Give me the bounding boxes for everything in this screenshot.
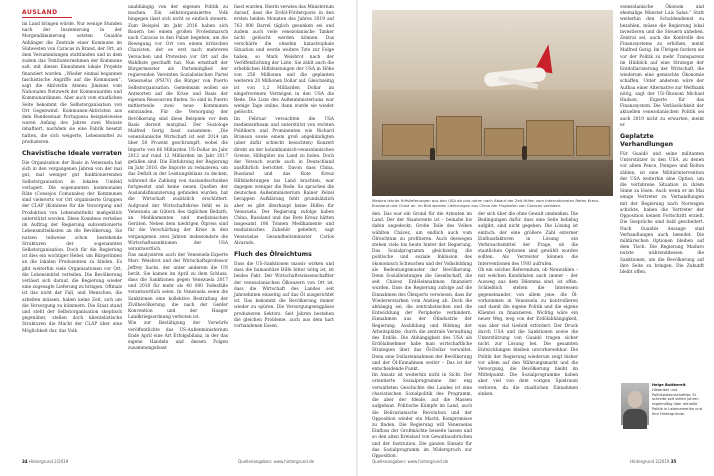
- portrait-body: [623, 409, 647, 429]
- paragraph: Im Februar versuchten die USA medienwirksam und unterstützt von rechten Politikern und Prominenten wie Richard Branson sowie einem groß angekündigten (aber dafür schlecht besuchten) Konzert direkt an der kolumbianisch-venezolanischen Grenze, Hilfsgüter ins Land zu holen. Doch der Versuch wurde auch in Deutschland ausführlich berichtet. Davon dass China, Russland und das Rote Kreuz Hilfslieferungen ins Land brachten, war dagegen weniger die Rede. So sprachen die deutschen Außenministerium Rainer Pelzel berappen Aufklärung fehlt grundsätzlich aber es gibt überhaupt keine Hilfen für Venezuela. Der Regierung zufolge haben China, Russland und das Rote Kreuz hätten insgesamt 106 Tonnen Medikamente und medizinisches Zubehör geliefert, sagt Venezuelas Gesundheitsminister Carlos Alvarado.: [234, 116, 334, 246]
- right-column-3: [620, 5, 704, 377]
- paragraph: der sich über die ohne Gewalt umdenken. Die Bedingungen dafür, dass eine Seite beliebig aufgibt, sind nicht gegeben. Die Lösung ist einfach: der eine größere Zahl externer Einflussfaktoren in Lösung ein Verbrauchsmittel der Frage, ob die staatlichen Optionen sind gewählt worden sollten. Als Verreister können die Interventionen des UNO aufrufen.: [478, 212, 578, 267]
- author-portrait: [621, 383, 649, 425]
- left-page: [0, 0, 356, 476]
- left-column-2: [128, 5, 228, 452]
- portrait-head: [628, 391, 642, 408]
- issue-label: Hintergrund 2/2019: [28, 459, 69, 464]
- source-link[interactable]: Quellenangaben: www.hintergrund.de: [238, 459, 315, 464]
- section-rule: [22, 17, 72, 18]
- page-number: 35: [670, 459, 677, 464]
- issue-label: Hintergrund 2/2019: [630, 459, 670, 464]
- section-label: AUSLAND: [22, 9, 58, 16]
- right-column-1: [372, 212, 472, 459]
- paragraph: den. Das war ein Grund für die Armuten im Land. Der der Staatsrente ist – beinahe bis dahin ungedeckt: Große Teile des Volkes wählten Chávez, um endlich auch vom Ölreichtum zu profitieren. Auch deswegen stehen viele bis heute hinter der Regierung. Das Sozialprogramm gleichzeitig die politische und soziale Inklusion des ökonomisch Schwachen und der Volksbildung als Bedeutungsmuster der Bevölkerung. Denn Sozialleistungen die Gesellschaft, die seit Chávez Erdöleinnahmen finanziert wurden. Dass die Regierung zufolge auf die Einnahmen des Ölexports verwiesen, dass ihr Wiedererstarken vom Anstieg ab. Doch die abhängig sei, die zentralistischen und die Entwicklung der Peripherie verhindern. Einnahmen aus der Ölindustrie der Regierung. Ausbildung und Bildung der Arbeitsplätze, durch die zentrale Verwaltung des Erdöls. Die Abhängigkeit des USA als Erdölabnehmer habe man wirtschaftliche Strategien über das Öl-Dollar verwaltet. Denn eine Dollareinnahmen der Bevölkerung und der Öl-Einnahmen weiter – Das ist der entscheidende Punkt.: [372, 212, 472, 373]
- left-column-3: [234, 5, 334, 452]
- subheading: Fluch des Ölreichtums: [234, 250, 312, 258]
- author-bio-text: Historiker und Politikwissenschaftler. Er schreibt seit vielen Jahren regelmäßig über aktuelle Politik in Lateinamerika und ihre Hintergründe.: [652, 387, 702, 416]
- left-footer: [22, 459, 68, 464]
- paragraph: Im Ansatz ist weiterhin nicht in Sicht. Der orientierte Sozialprogramme der eng verwalteten Geschichte des Landes ist eine chavistischen Sozialpolitik des Programm, die aber der Ideale, auf die Massen aufgebaut. Politische Kämpfe im Land, auch die Bolivarianische Revolution und der Opposition wieder ein Macht, Kompromisse zu finden. Die Regierung will Venezuelas Einfluss der Großmächte beiseite lassen und so den alten Kreislauf von Gewaltausbrüchen und der Institution. Die ganzen Einsatz für das Sozialprogramm im Widerspruch zur Opposition.: [372, 373, 472, 459]
- paragraph: unabhängig von der eigenen Politik zu machen. Ein selbstorganisiertes Volk hingegen lässt sich nicht so einfach steuern. Zum Beispiel im Jahr 2016 haben sich Bauern bei einem großen Protestmarsch nach Caracas in den Palast begeben, um die Bewegung vor Ort von einem kritischen Chavisten, der es erst nach mehreren Versuchen und Protesten vor Ort auf die Wahlliste geschafft hat. Nun ernsthaft der Bürgermeister als Parteimitglied der regierenden Vereinten Sozialistischen Partei Venezuelas (PSUV) die Bürger von Puerto Selbstorganisation. Gemeinsam wollen sie Antworten auf die Krise und Basis der eigenen Ressourcen finden. So sind in Puerto mittlerweile zwei neue Kommunen entstanden. Für die Versorgung der Bevölkerung sind diese Beispiele vor dem Basis derzeit marginal. Der Soziologe Malfred Gerig fasst zusammen: „Die venezolanische Wirtschaft ist seit 2014 um über 50 Prozent geschrumpft, wobei die Importe von 66 Milliarden US-Dollar im Jahr 2012 auf rund 12 Milliarden im Jahr 2017 gefallen sind. Die Einfuhrung der Regierung im Jahr 2016, die Importe zu reduzieren, um das Defizit in der Leistungsbilanz zu decken, während die Zahlung von Auslandsschulden fortgesetzt und keine neuen Quellen der Auslandsfinanzierung gefunden wurden, hat die Wirtschaft zusätzlich erschüttert. Aufgrund der Wirtschaftskrise fehlt es in Venezuela an Gütern des täglichen Bedarfs, an Medikamenten und medizinischen Geräten. Neben dem niedrigen Ölpreis sind für die Verschärfung der Krise in den vergangenen zwei Jahren insbesondere die Wirtschaftssanktionen der USA verantwortlich.: [128, 5, 228, 252]
- photo-caption: Maduro lehnte Hilfslieferungen aus den USA ab und nahm nach Ablauf der Zeit Hilfen vom Internationalen Roten Kreuz, Russland und China an. Im Bild werden Lieferungen aus China am Flughafen von Caracas verladen.: [372, 198, 600, 208]
- page-number: 34: [22, 459, 28, 464]
- right-column-2: [478, 212, 578, 452]
- paragraph: im Land bringen würde. Nur wenige Stunden nach der Inszenierung in der Morgendämmerung setzten Guaidós Anhänger die Zentrale einer Kommune im Südwesten von Caracas in Brand, der Ort, an dem Versammlungen stattfanden und in dem zudem das Textilunternehmen der Kommune saß, mit diesen Einnahmen lokale Projekte finanziert wurden. „Wieder einmal begannen faschistische Angriffe auf die Kommunen“, sagt die Aktivistin Atenea Jiménez vom Nationalen Netzwerk der Kommunarden und Kommunardinnen. Aber auch vom staatlichen Seite bekommt die Selbstorganisation von Ort Gegenwind. Kommunen-Aktivisten aus dem Bundesstaat Portuguesa beispielsweise waren Anfang des Jahres zwei Monate inhaftiert, nachdem sie eine Fabrik besetzt hatten, die sich weigerte, Lebensmittel zu produzieren.: [22, 22, 122, 145]
- author-name: Helge Buttkereit: [652, 383, 686, 387]
- paragraph: fasst wurden. Hierin verwies das Ministerium darauf, dass die Erdöl-Förderquote in den ersten beiden Monaten des Jahres 2019 auf 763 000 Barrel täglich gesunken sei und zudem auch viele venezolanische Tanker nicht gelöscht werden können. Das verschärfe die ohnehin katastrophale Situation und werde weitere Tote zur Folge haben, so Mark Weisbrot nach der Veröffentlichung der Liste. Sie zählt auch die erheblichen Hilfsleistungen der USA in Höhe von 256 Millionen und die geplanten weiteren 20 Millionen Dollar auf. Gleichzeitig ist von 1,2 Milliarden Dollar an eingefrorenem Vermögen in den USA die Rede. Die Liste des Außenministeriums war wenige Tage online, dann wurde sie wieder gelöscht.: [234, 5, 334, 116]
- left-column-1: [22, 22, 122, 452]
- subheading: Geplatzte Verhandlungen: [620, 133, 674, 149]
- author-box: [652, 383, 702, 417]
- paragraph: Ob ein solches Referendum, ob Neuwahlen – mit welchen Kandidaten auch immer – der Ausweg aus dem Dilemma sind, ist offen. Schließlich stehen die Interessen gegeneinander, von allem jene, die Öl-vorkommen in Venezuela zu kontrollieren und damit die eigene Politik und die eigene Klientel zu finanzieren. Wichtig wäre ein neuer Weg, weg von der Erdölabhängigkeit, was aber viel Geduld erfordert. Der Druck durch USA und die Sanktionen sowie die Unterstützung von Guaidó tragen sicher nicht zur Lösung bei. Die gesamten Entwicklungen bleiben unvorhersehbar. Die Politik der Regierung wiederum zeigt bisher vor allem auf den Währungsmarkt und die Versorgung, die Bevölkerung bleibt im Mittelpunkt. Die Sozialprogramme haben aber viel von dem vorigen Spielraum verloren, da die staatlichen Einnahmen sinken.: [478, 267, 578, 397]
- paragraph: Dass die US-Sanktionen massiv wirken und dass die humanitäre Hilfe bitter nötig ist, ist beides Fakt. Der Wirtschaftswissenschaftler der venezolanischen Ölkonzern von Ort ist, dass die Wirtschaft des Landes seit Jahrzehnten einseitig auf das Öl ausgerichtet ist. Das bekommt die Bevölkerung immer wieder zu spüren. Die Versorgungsengpässe produzieren Sektors. Seit Jahren bestehen die gleichen Probleme, auch aus dem hart vorhandenen Essen.: [234, 261, 334, 329]
- cargo-airplane-photo: [372, 10, 613, 196]
- paragraph: venezolanische Ökonom und ehemalige Minister Luis Salas.“ Statt weiterhin den Schuldendienst zu bezahlen, müsse die Regierung lokal investieren und die Steuern anheben. Zentral sei, auch die Kontrolle des Finanzsystems zu erhöhen, meint Malfred Gerig. Im Übrigen fordern sie vor der Politik zu mehr Transparenz im Hinblick auf eine Strategie der Entdollarisierung der Wirtschaft, die wiederum eine gemischte Ökonomie schaffen. Unter anderem wäre der Aufbau einer Alternative zur Welthank nötig, sagt der US-Ökonom Michael Hudson, Experte für das Finanzsystem. Die Verlässlichkeit der aktuellen venezolanischen Politik sei auch 2019 nicht zu erwarten, meint er.: [620, 5, 704, 128]
- paragraph: Wie zur Bestätigung der Vorwürfe veröffentlichte das US-Außenministerium Ende April eine Art Erfolgsbilanz, in der das eigene Handeln und dessen Folgen zusammengefasst: [128, 321, 228, 352]
- paragraph: Die Organisation der Basis in Venezuela hat sich in den vergangenen Jahren von der mal gut, mal weniger gut funktionierenden Selbstorganisation in lokalen Umfeld verlagert. Die sogenannten kommunalen Räte (Consejos Comunales) der Kommunen sind vielerorts vor Ort organisierte Gruppen der CLAP (Komitees für die Versorgung und Produktion von Lebensmitteln) maßgeblich unterstützt worden. Diese Komitees verteilen im Auftrag der Regierung subventionierte Lebensmittelkisten an die Bevölkerung. Sie nutzen teilweise schon bestehende Strukturen der sogenannten Selbstorganisation. Doch für die Regierung ist dies ein wichtiger Hebel, um Bürgerinnen an die lokalen Produzenten zu binden. Es gibt weiterhin viele Organisationen vor Ort, die Lebensmittel verteilen. Die Bevölkerung verlässt sich darauf, die Regierung wieder eine zugesagte Lieferung zu bringen. Oftmals ist das nicht der Fall, und Menschen, die arbeiten müssen, haben keine Zeit, sich um die Versorgung zu kümmern. Die Staat stand und steht der Selbstorganisation skeptisch gegenüber, stellen doch klientelistische Strukturen die Macht der CLAP über eine Möglichkeit dar, das Volk: [22, 161, 122, 334]
- cargo-boxes: [372, 106, 613, 166]
- right-footer: [630, 459, 676, 464]
- paragraph: Das analysieren auch der Venezuela-Experte Marc Weisbrot und der Wirtschaftsprofessor Jeffrey Sachs, der unter anderem die UN berät. Sie kamen im April zu dem Schluss, dass die Sanktionen gegen Venezuela 2017 und 2018 für mehr als 40 000 Todesfälle verantwortlich seien. In Venezuela seien die Sanktionen eine kollektive Bestrafung der Zivilbevölkerung, die nach der Genfer Konvention und der Haager Landkriegsordnung verboten ist.: [128, 253, 228, 321]
- paragraph: Für Guaidó und seine militanten Unterstützer in den USA, zu denen vor allem Pence, Pompeo und Bolton zählen, ist eine Militärintervention der USA weiterhin eine Option, um die verfahrene Situation in ihrem Sinne zu lösen. Auch wenn er im Mai einige Vertreter zu Verhandlungen mit der Regierung nach Norwegen schickte, haben die Vertreter der Opposition keinen Fortschritt erzielt. Die Gespräche sind bald gescheitert. Nach Guaidós Aussage sind Verhandlungen auch beendet. Die militärischen Optionen bleiben auf dem Tisch. Die Regierung Maduro nutzte währenddessen die Sanktionen, um die Bevölkerung auf ihre Seite zu bringen. Die Zukunft bleibt offen.: [620, 152, 704, 275]
- source-link[interactable]: Quellenangaben: www.hintergrund.de: [372, 459, 449, 464]
- subheading: Chavistische Ideale verraten: [22, 150, 122, 158]
- photo-ground: [372, 160, 613, 196]
